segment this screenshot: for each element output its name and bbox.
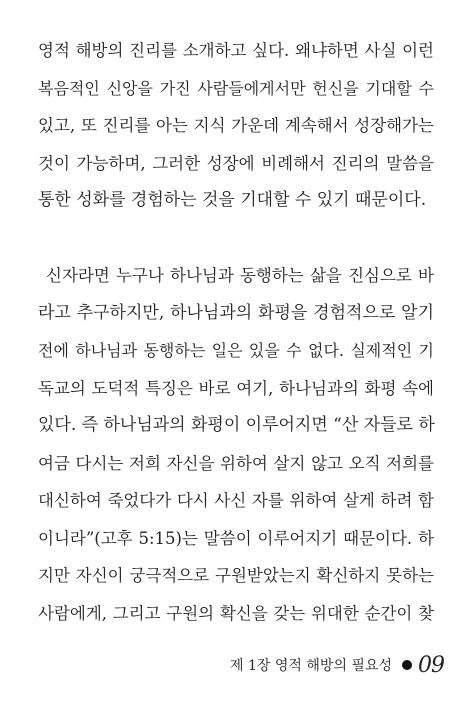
text-line: 지만 자신이 궁극적으로 구원받았는지 확신하지 못하는: [38, 566, 434, 585]
text-line: 이니라”(고후 5:15)는 말씀이 이루어지기 때문이다. 하: [38, 528, 434, 548]
text-line: 신자라면 누구나 하나님과 동행하는 삶을 진심으로 바: [46, 266, 434, 285]
text-line: 사람에게, 그리고 구원의 확신을 갖는 위대한 순간이 찾: [38, 603, 434, 623]
page-number: 09: [418, 652, 444, 678]
paragraph-1: [38, 32, 434, 220]
text-line: 영적 해방의 진리를 소개하고 싶다. 왜냐하면 사실 이런: [38, 41, 434, 60]
chapter-title: 제 1장 영적 해방의 필요성: [230, 658, 392, 674]
text-line: 있다. 즉 하나님과의 화평이 이루어지면 “산 자들로 하: [38, 415, 435, 435]
text-line: 것이 가능하며, 그러한 성장에 비례해서 진리의 말씀을: [38, 153, 434, 173]
bullet-dot-icon: [402, 660, 412, 670]
text-line: 있고, 또 진리를 아는 지식 가운데 계속해서 성장해가는: [38, 116, 434, 135]
text-line: 전에 하나님과 동행하는 일은 있을 수 없다. 실제적인 기: [38, 341, 434, 360]
text-line: 복음적인 신앙을 가진 사람들에게서만 헌신을 기대할 수: [38, 78, 434, 98]
text-line: 여금 다시는 저희 자신을 위하여 살지 않고 오직 저희를: [38, 453, 434, 473]
paragraph-2: [38, 257, 434, 632]
text-line: 독교의 도덕적 특징은 바로 여기, 하나님과의 화평 속에: [38, 378, 434, 398]
text-line: 통한 성화를 경험하는 것을 기대할 수 있기 때문이다.: [38, 190, 427, 210]
page-footer: [230, 650, 444, 680]
text-line: 라고 추구하지만, 하나님과의 화평을 경험적으로 알기: [38, 302, 434, 323]
text-line: 대신하여 죽었다가 다시 사신 자를 위하여 살게 하려 함: [38, 491, 434, 510]
